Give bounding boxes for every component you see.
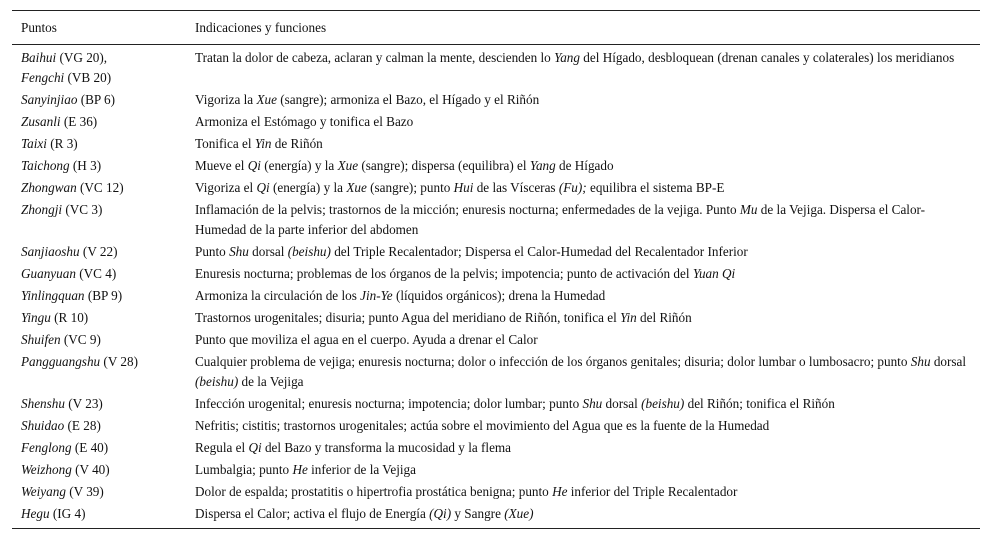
- indications-cell: [186, 111, 980, 133]
- point-italic-text: Fenglong: [21, 440, 72, 455]
- point-italic-text: Zhongwan: [21, 180, 77, 195]
- point-text: (VC 9): [60, 332, 101, 347]
- indication-text: Trastornos urogenitales; disuria; punto Agua del meridiano de Riñón, tonifica el: [195, 310, 621, 325]
- point-italic-text: Baihui: [21, 50, 57, 65]
- indication-italic-text: (beishu): [641, 396, 685, 411]
- table-row: [12, 437, 980, 459]
- point-italic-text: Zusanli: [21, 114, 61, 129]
- point-italic-text: Sanjiaoshu: [21, 244, 80, 259]
- point-cell: [12, 241, 186, 263]
- indication-italic-text: Yin: [620, 310, 637, 325]
- point-cell: [12, 177, 186, 199]
- point-cell: [12, 503, 186, 529]
- point-text: (E 28): [64, 418, 101, 433]
- indication-italic-text: Jin-Ye: [360, 288, 393, 303]
- indication-text: de Riñón: [271, 136, 323, 151]
- indication-italic-text: Xue: [346, 180, 367, 195]
- point-italic-text: Sanyinjiao: [21, 92, 78, 107]
- indication-text: de la Vejiga. Dispersa el Calor-Humedad de la parte inferior del abdomen: [195, 202, 926, 237]
- indication-text: y Sangre: [451, 506, 505, 521]
- indication-text: Inflamación de la pelvis; trastornos de la micción; enuresis nocturna; enfermedades de la vejiga. Punto: [195, 202, 740, 217]
- point-text: (BP 9): [84, 288, 123, 303]
- indication-italic-text: (beishu): [287, 244, 331, 259]
- point-text: (VB 20): [64, 70, 112, 85]
- indications-cell: [186, 459, 980, 481]
- indication-italic-text: Qi: [256, 180, 270, 195]
- table-row: [12, 89, 980, 111]
- indication-text: (sangre); armoniza el Bazo, el Hígado y el Riñón: [276, 92, 540, 107]
- indications-cell: [186, 241, 980, 263]
- point-text: (E 36): [60, 114, 98, 129]
- indication-text: de la Vejiga: [238, 374, 304, 389]
- point-cell: [12, 307, 186, 329]
- table-row: [12, 307, 980, 329]
- indication-text: del Riñón; tonifica el Riñón: [684, 396, 835, 411]
- header-indications: Indicaciones y funciones: [186, 11, 980, 45]
- indication-italic-text: Shu: [910, 354, 931, 369]
- point-cell: [12, 393, 186, 415]
- indication-text: inferior de la Vejiga: [307, 462, 416, 477]
- point-text: (VC 12): [76, 180, 124, 195]
- indication-italic-text: (Xue): [504, 506, 534, 521]
- point-text: (BP 6): [77, 92, 116, 107]
- point-italic-text: Guanyuan: [21, 266, 76, 281]
- indications-cell: [186, 393, 980, 415]
- indication-text: Dispersa el Calor; activa el flujo de Energía: [195, 506, 430, 521]
- point-cell: [12, 415, 186, 437]
- indications-cell: [186, 415, 980, 437]
- point-cell: [12, 89, 186, 111]
- indication-text: equilibra el sistema BP-E: [586, 180, 725, 195]
- indication-italic-text: Yang: [554, 50, 580, 65]
- indication-text: Infección urogenital; enuresis nocturna; impotencia; dolor lumbar; punto: [195, 396, 583, 411]
- indication-italic-text: Yang: [529, 158, 556, 173]
- table-body: [12, 45, 980, 529]
- table-row: [12, 459, 980, 481]
- indication-text: inferior del Triple Recalentador: [567, 484, 738, 499]
- indication-italic-text: (Qi): [429, 506, 452, 521]
- point-text: (V 23): [64, 396, 103, 411]
- indication-italic-text: (beishu): [195, 374, 239, 389]
- table-row: [12, 329, 980, 351]
- point-italic-text: Yinlingquan: [21, 288, 85, 303]
- acupuncture-points-table: [12, 10, 980, 529]
- point-text: (V 22): [79, 244, 118, 259]
- table-header: [12, 11, 980, 45]
- table-row: [12, 285, 980, 307]
- indication-italic-text: Qi: [248, 440, 262, 455]
- indications-cell: [186, 307, 980, 329]
- point-text: (R 3): [46, 136, 78, 151]
- indication-text: Dolor de espalda; prostatitis o hipertrofia prostática benigna; punto: [195, 484, 553, 499]
- table-row: [12, 351, 980, 393]
- indications-cell: [186, 351, 980, 393]
- indication-text: Lumbalgia; punto: [195, 462, 293, 477]
- point-cell: [12, 111, 186, 133]
- table-row: [12, 263, 980, 285]
- indication-text: dorsal: [248, 244, 288, 259]
- table-row: [12, 111, 980, 133]
- indications-cell: [186, 329, 980, 351]
- point-cell: [12, 133, 186, 155]
- point-cell: [12, 481, 186, 503]
- indication-text: Tonifica el: [195, 136, 255, 151]
- indication-text: Regula el: [195, 440, 249, 455]
- point-text: (VC 3): [62, 202, 103, 217]
- point-italic-text: Pangguangshu: [21, 354, 101, 369]
- point-text: (VC 4): [75, 266, 117, 281]
- point-italic-text: Taichong: [21, 158, 70, 173]
- point-cell: [12, 199, 186, 241]
- point-text: (V 28): [100, 354, 138, 369]
- indication-text: del Riñón: [636, 310, 692, 325]
- indication-text: Enuresis nocturna; problemas de los órganos de la pelvis; impotencia; punto de activación del: [195, 266, 693, 281]
- indication-italic-text: Hui: [453, 180, 474, 195]
- indication-text: dorsal: [602, 396, 642, 411]
- indications-cell: [186, 177, 980, 199]
- indication-text: Vigoriza la: [195, 92, 257, 107]
- point-text: (R 10): [50, 310, 89, 325]
- indication-text: (energía) y la: [269, 180, 347, 195]
- indications-cell: [186, 133, 980, 155]
- point-italic-text: Hegu: [21, 506, 50, 521]
- table-row: [12, 155, 980, 177]
- indication-italic-text: Yuan Qi: [692, 266, 736, 281]
- indication-italic-text: Xue: [337, 158, 359, 173]
- indication-italic-text: Xue: [256, 92, 277, 107]
- indications-cell: [186, 437, 980, 459]
- point-cell: [12, 329, 186, 351]
- indication-text: (sangre); punto: [366, 180, 454, 195]
- point-text: (H 3): [69, 158, 102, 173]
- indication-italic-text: He: [552, 484, 568, 499]
- point-italic-text: Yingu: [21, 310, 51, 325]
- indication-italic-text: Mu: [739, 202, 758, 217]
- indications-cell: [186, 263, 980, 285]
- indication-text: Cualquier problema de vejiga; enuresis nocturna; dolor o infección de los órganos genitales; disuria; dolor lumbar o lumbosacro; punto: [195, 354, 911, 369]
- table-row: [12, 503, 980, 529]
- point-cell: [12, 155, 186, 177]
- point-text: (V 39): [65, 484, 104, 499]
- point-italic-text: Taixi: [21, 136, 47, 151]
- point-italic-text: Shenshu: [21, 396, 65, 411]
- table-row: [12, 199, 980, 241]
- point-text: (VG 20),: [56, 50, 108, 65]
- point-text: (IG 4): [49, 506, 86, 521]
- indication-italic-text: Yin: [254, 136, 272, 151]
- table-row: [12, 415, 980, 437]
- point-cell: [12, 459, 186, 481]
- indication-italic-text: (Fu);: [558, 180, 587, 195]
- indication-text: (energía) y la: [260, 158, 338, 173]
- indication-text: (líquidos orgánicos); drena la Humedad: [392, 288, 606, 303]
- point-cell: [12, 437, 186, 459]
- indication-text: Armoniza el Estómago y tonifica el Bazo: [195, 114, 414, 129]
- indications-cell: [186, 285, 980, 307]
- point-cell: [12, 45, 186, 90]
- indication-italic-text: He: [292, 462, 308, 477]
- point-italic-text: Shuidao: [21, 418, 65, 433]
- indication-text: del Bazo y transforma la mucosidad y la flema: [261, 440, 512, 455]
- indications-cell: [186, 481, 980, 503]
- indication-text: Punto: [195, 244, 230, 259]
- point-cell: [12, 263, 186, 285]
- indication-italic-text: Qi: [247, 158, 261, 173]
- indications-cell: [186, 45, 980, 90]
- table-row: [12, 393, 980, 415]
- indication-text: de Hígado: [555, 158, 614, 173]
- indications-cell: [186, 199, 980, 241]
- indication-text: Tratan la dolor de cabeza, aclaran y calman la mente, descienden lo: [195, 50, 555, 65]
- indication-italic-text: Shu: [582, 396, 603, 411]
- indication-text: (sangre); dispersa (equilibra) el: [358, 158, 530, 173]
- indication-text: del Hígado, desbloquean (drenan canales y colaterales) los meridianos: [579, 50, 955, 65]
- table-row: [12, 177, 980, 199]
- indication-text: Nefritis; cistitis; trastornos urogenitales; actúa sobre el movimiento del Agua que es la fuente de la Humedad: [195, 418, 770, 433]
- indication-text: Vigoriza el: [195, 180, 257, 195]
- indication-text: Mueve el: [195, 158, 248, 173]
- point-italic-text: Fengchi: [21, 70, 65, 85]
- point-text: (V 40): [71, 462, 110, 477]
- point-text: (E 40): [71, 440, 109, 455]
- points-table-container: [12, 10, 980, 529]
- indication-text: dorsal: [930, 354, 967, 369]
- table-row: [12, 133, 980, 155]
- header-points: Puntos: [12, 11, 186, 45]
- point-italic-text: Shuifen: [21, 332, 61, 347]
- point-italic-text: Zhongji: [21, 202, 63, 217]
- indications-cell: [186, 155, 980, 177]
- indication-text: Punto que moviliza el agua en el cuerpo. Ayuda a drenar el Calor: [195, 332, 538, 347]
- point-cell: [12, 285, 186, 307]
- point-cell: [12, 351, 186, 393]
- indications-cell: [186, 503, 980, 529]
- table-row: [12, 45, 980, 90]
- indications-cell: [186, 89, 980, 111]
- point-italic-text: Weiyang: [21, 484, 66, 499]
- point-italic-text: Weizhong: [21, 462, 72, 477]
- indication-text: de las Vísceras: [473, 180, 559, 195]
- indication-italic-text: Shu: [229, 244, 249, 259]
- indication-text: Armoniza la circulación de los: [195, 288, 361, 303]
- header-row: [12, 11, 980, 45]
- table-row: [12, 241, 980, 263]
- table-row: [12, 481, 980, 503]
- indication-text: del Triple Recalentador; Dispersa el Calor-Humedad del Recalentador Inferior: [330, 244, 748, 259]
